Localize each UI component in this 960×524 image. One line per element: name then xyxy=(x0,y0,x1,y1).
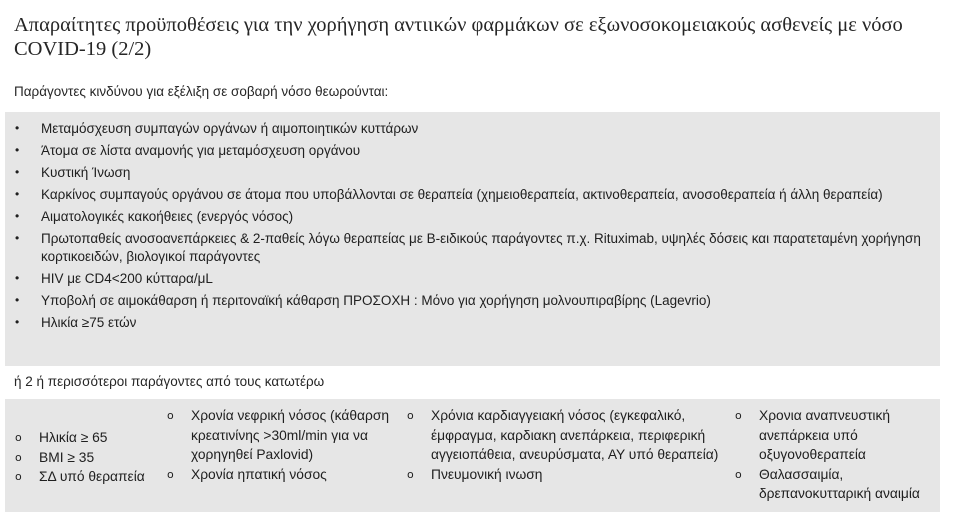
list-item: • HIV με CD4<200 κύτταρα/μL xyxy=(15,271,213,287)
list-item: • Μεταμόσχευση συμπαγών οργάνων ή αιμοποιητικών κυττάρων xyxy=(15,121,419,136)
bullet-icon: • xyxy=(15,187,20,202)
secondary-criteria-intro: ή 2 ή περισσότεροι παράγοντες από τους κατωτέρω xyxy=(14,374,325,389)
factors-column-2 xyxy=(167,406,392,484)
list-item: o Ηλικία ≥ 65 xyxy=(15,428,175,448)
list-item: • Άτομα σε λίστα αναμονής για μεταμόσχευση οργάνου xyxy=(15,143,361,159)
circle-bullet-icon: o xyxy=(15,431,22,444)
list-item: • Κυστική Ίνωση xyxy=(15,165,131,181)
list-item: o Χρονία νεφρική νόσος (κάθαρση κρεατινίνης >30ml/min για να χορηγηθεί Paxlovid) xyxy=(167,408,390,462)
risk-factors-box xyxy=(5,112,940,366)
list-item: • Ηλικία ≥75 ετών xyxy=(15,315,137,331)
circle-bullet-icon: o xyxy=(407,467,414,481)
list-item: o ΣΔ υπό θεραπεία xyxy=(15,467,175,487)
list-item: o Χρονία ηπατική νόσος xyxy=(167,465,392,485)
risk-factors-list xyxy=(5,120,940,336)
slide-title: Απαραίτητες προϋποθέσεις για την χορήγηση αντιικών φαρμάκων σε εξωνοσοκομειακούς ασθενείς με νόσο COVID-19 (2/2) xyxy=(14,14,903,60)
circle-bullet-icon: o xyxy=(735,467,742,481)
list-item: • Καρκίνος συμπαγούς οργάνου σε άτομα που υποβάλλονται σε θεραπεία (χημειοθεραπεία, ακτινοθεραπεία, ανοσοθεραπεία ή άλλη θεραπεία) xyxy=(15,187,883,203)
factors-column-4 xyxy=(735,406,935,504)
circle-bullet-icon: o xyxy=(167,467,174,481)
circle-bullet-icon: o xyxy=(15,470,22,483)
circle-bullet-icon: o xyxy=(735,409,742,422)
list-item: • Υποβολή σε αιμοκάθαρση ή περιτοναϊκή κάθαρση ΠΡΟΣΟΧΗ : Μόνο για χορήγηση μολνουπιραβίρης (Lagevrio) xyxy=(15,293,711,309)
list-item: o BMI ≥ 35 xyxy=(15,448,175,468)
factors-column-1 xyxy=(15,428,175,487)
factors-column-3 xyxy=(407,406,737,484)
secondary-factors-box xyxy=(5,399,940,512)
bullet-icon: • xyxy=(15,209,20,224)
bullet-icon: • xyxy=(15,143,20,158)
bullet-icon: • xyxy=(15,293,20,308)
list-item: o Πνευμονική ινωση xyxy=(407,465,737,485)
circle-bullet-icon: o xyxy=(167,409,174,422)
list-item: o Χρόνια καρδιαγγειακή νόσος (εγκεφαλικό, έμφραγμα, καρδιακη ανεπάρκεια, περιφερική αγγειοπάθεια, ανευρύσματα, ΑΥ υπό θεραπεία) xyxy=(407,408,719,462)
bullet-icon: • xyxy=(15,121,20,135)
list-item: o Θαλασσαιμία, δρεπανοκυτταρική αναιμία xyxy=(735,466,920,501)
list-item: • Πρωτοπαθείς ανοσοανεπάρκειες & 2-παθείς λόγω θεραπείας με Β-ειδικούς παράγοντες π.χ. Rituximab, υψηλές δόσεις και παρατεταμένη χορήγηση κορτικοειδών, βιολογικοί παράγοντες xyxy=(15,231,921,264)
bullet-icon: • xyxy=(15,165,20,180)
list-item: o Χρονια αναπνευστική ανεπάρκεια υπό οξυγονοθεραπεία xyxy=(735,408,891,462)
list-item: • Αιματολογικές κακοήθειες (ενεργός νόσος) xyxy=(15,209,294,225)
bullet-icon: • xyxy=(15,315,20,330)
circle-bullet-icon: o xyxy=(15,450,22,464)
bullet-icon: • xyxy=(15,271,20,286)
risk-intro: Παράγοντες κινδύνου για εξέλιξη σε σοβαρή νόσο θεωρούνται: xyxy=(14,84,389,99)
bullet-icon: • xyxy=(15,231,20,246)
circle-bullet-icon: o xyxy=(407,409,414,422)
